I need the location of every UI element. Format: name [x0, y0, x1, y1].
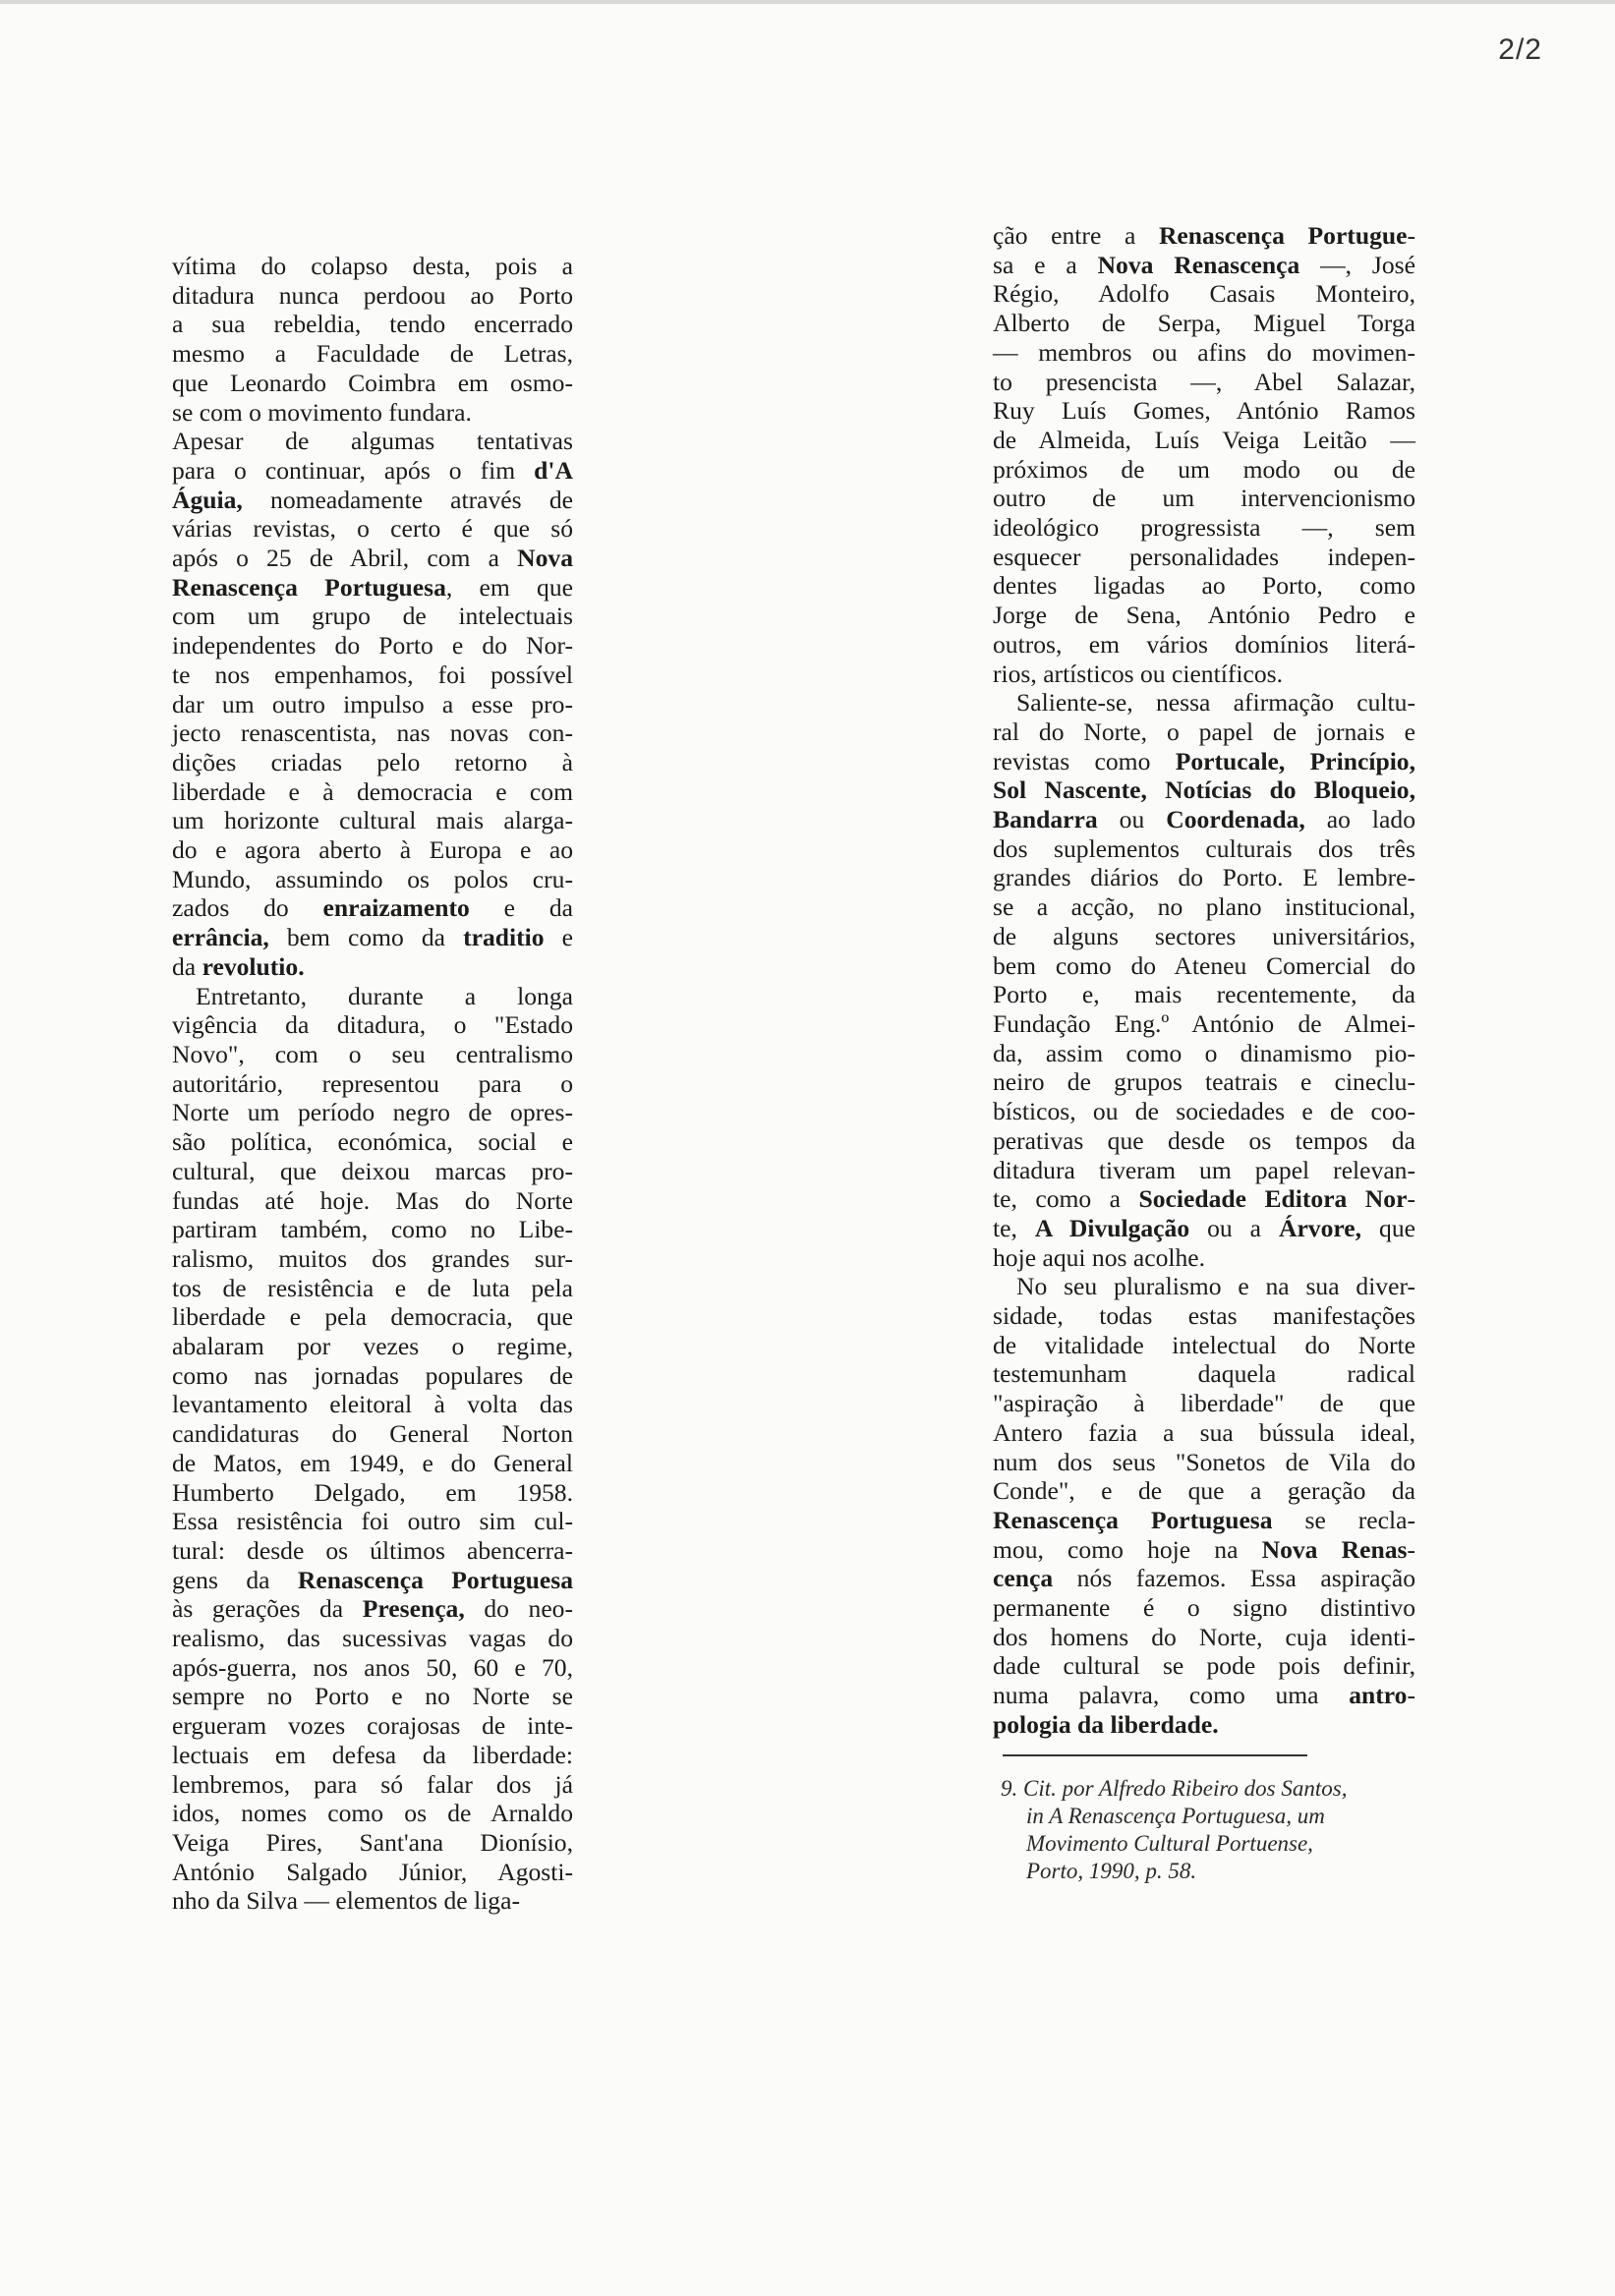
text-line: — membros ou afins do movimen- [993, 337, 1415, 367]
text-line: ralismo, muitos dos grandes sur- [172, 1243, 573, 1273]
text-line: Antero fazia a sua bússula ideal, [993, 1417, 1415, 1447]
text-line: outro de um intervencionismo [993, 484, 1415, 513]
text-line: Sol Nascente, Notícias do Bloqueio, [993, 775, 1415, 805]
text-line: gens da Renascença Portuguesa [172, 1565, 573, 1594]
right-text-column [993, 221, 1415, 1740]
text-line: vítima do colapso desta, pois a [172, 252, 573, 280]
text-line: liberdade e à democracia e com [172, 776, 573, 806]
text-line: Apesar de algumas tentativas [172, 427, 573, 456]
text-line: Renascença Portuguesa, em que [172, 572, 573, 602]
text-line: idos, nomes como os de Arnaldo [172, 1799, 573, 1828]
text-line: perativas que desde os tempos da [993, 1125, 1415, 1155]
text-line: várias revistas, o certo é que só [172, 514, 573, 544]
text-line: António Salgado Júnior, Agosti- [172, 1857, 573, 1886]
text-line: Porto e, mais recentemente, da [993, 980, 1415, 1009]
text-line: ditadura nunca perdoou ao Porto [172, 280, 573, 310]
text-line: sidade, todas estas manifestações [993, 1301, 1415, 1331]
text-line: dos suplementos culturais dos três [993, 833, 1415, 863]
text-line: partiram também, como no Libe- [172, 1215, 573, 1244]
text-line: Novo", com o seu centralismo [172, 1039, 573, 1068]
page-top-edge [0, 0, 1615, 4]
left-text-column [172, 252, 573, 1916]
text-line: Veiga Pires, Sant'ana Dionísio, [172, 1827, 573, 1857]
page-number: 2/2 [1498, 33, 1542, 66]
text-line: Entretanto, durante a longa [196, 981, 573, 1010]
text-line: permanente é o signo distintivo [993, 1593, 1415, 1623]
text-line: para o continuar, após o fim d'A [172, 455, 573, 485]
text-line: do e agora aberto à Europa e ao [172, 835, 573, 865]
text-line: realismo, das sucessivas vagas do [172, 1624, 573, 1653]
text-line: Essa resistência foi outro sim cul- [172, 1507, 573, 1536]
text-line: errância, bem como da traditio e [172, 923, 573, 952]
text-line: dade cultural se pode pois definir, [993, 1651, 1415, 1681]
text-line: tural: desde os últimos abencerra- [172, 1535, 573, 1565]
text-line: mesmo a Faculdade de Letras, [172, 339, 573, 369]
text-line: Águia, nomeadamente através de [172, 485, 573, 514]
text-line: com um grupo de intelectuais [172, 602, 573, 631]
text-line: te, como a Sociedade Editora Nor- [993, 1184, 1415, 1214]
text-line: bísticos, ou de sociedades e de coo- [993, 1097, 1415, 1126]
text-line: te nos empenhamos, foi possível [172, 660, 573, 689]
text-line: Saliente-se, nessa afirmação cultu- [1016, 688, 1415, 718]
text-line: candidaturas do General Norton [172, 1419, 573, 1449]
text-line: Mundo, assumindo os polos cru- [172, 864, 573, 893]
text-line: "aspiração à liberdade" de que [993, 1389, 1415, 1418]
text-line: se com o movimento fundara. [172, 397, 472, 427]
text-line: bem como do Ateneu Comercial do [993, 950, 1415, 980]
text-line: de alguns sectores universitários, [993, 921, 1415, 950]
text-line: de vitalidade intelectual do Norte [993, 1330, 1415, 1359]
footnote [1001, 1775, 1431, 1885]
text-line: revistas como Portucale, Princípio, [993, 746, 1415, 775]
footnote-rule [1003, 1754, 1307, 1756]
text-line: Fundação Eng.º António de Almei- [993, 1008, 1415, 1038]
text-line: mou, como hoje na Nova Renas- [993, 1534, 1416, 1564]
text-line: Conde", e de que a geração da [993, 1476, 1415, 1506]
text-line: cultural, que deixou marcas pro- [172, 1156, 573, 1185]
text-line: ditadura tiveram um papel relevan- [993, 1155, 1415, 1184]
text-line: Régio, Adolfo Casais Monteiro, [993, 279, 1415, 309]
footnote-line: in A Renascença Portuguesa, um [1026, 1804, 1325, 1828]
text-line: outros, em vários domínios literá- [993, 629, 1415, 659]
text-line: são política, económica, social e [172, 1127, 573, 1157]
text-line: ideológico progressista —, sem [993, 513, 1415, 543]
text-line: Ruy Luís Gomes, António Ramos [993, 396, 1415, 426]
text-line: após-guerra, nos anos 50, 60 e 70, [172, 1652, 573, 1682]
text-line: da, assim como o dinamismo pio- [993, 1038, 1415, 1067]
text-line: um horizonte cultural mais alarga- [172, 806, 573, 835]
text-line: da revolutio. [172, 951, 305, 981]
text-line: jecto renascentista, nas novas con- [172, 718, 573, 748]
text-line: lembremos, para só falar dos já [172, 1769, 573, 1799]
text-line: vigência da ditadura, o "Estado [172, 1010, 573, 1040]
text-line: próximos de um modo ou de [993, 454, 1415, 484]
text-line: abalaram por vezes o regime, [172, 1332, 573, 1361]
text-line: de Almeida, Luís Veiga Leitão — [993, 425, 1415, 454]
text-line: liberdade e pela democracia, que [172, 1302, 573, 1332]
text-line: como nas jornadas populares de [172, 1360, 573, 1390]
text-line: to presencista —, Abel Salazar, [993, 367, 1415, 396]
text-line: hoje aqui nos acolhe. [993, 1242, 1206, 1272]
text-line: te, A Divulgação ou a Árvore, que [993, 1213, 1415, 1242]
text-line: se a acção, no plano institucional, [993, 892, 1415, 922]
text-line: dos homens do Norte, cuja identi- [993, 1622, 1415, 1651]
footnote-line: Movimento Cultural Portuense, [1026, 1831, 1313, 1856]
text-line: de Matos, em 1949, e do General [172, 1448, 573, 1477]
text-line: a sua rebeldia, tendo encerrado [172, 310, 573, 339]
text-line: Bandarra ou Coordenada, ao lado [993, 805, 1415, 834]
text-line: rios, artísticos ou científicos. [993, 659, 1283, 688]
text-line: ergueram vozes corajosas de inte- [172, 1711, 573, 1741]
text-line: fundas até hoje. Mas do Norte [172, 1185, 573, 1215]
text-line: tos de resistência e de luta pela [172, 1273, 573, 1302]
text-line: lectuais em defesa da liberdade: [172, 1740, 573, 1769]
text-line: levantamento eleitoral à volta das [172, 1390, 573, 1419]
text-line: Renascença Portuguesa se recla- [993, 1505, 1415, 1534]
text-line: que Leonardo Coimbra em osmo- [172, 368, 573, 397]
text-line: Jorge de Sena, António Pedro e [993, 601, 1415, 630]
text-line: dições criadas pelo retorno à [172, 747, 573, 776]
text-line: Norte um período negro de opres- [172, 1098, 573, 1127]
text-line: neiro de grupos teatrais e cineclu- [993, 1067, 1415, 1097]
text-line: num dos seus "Sonetos de Vila do [993, 1447, 1415, 1476]
footnote-line: 9. Cit. por Alfredo Ribeiro dos Santos, [1001, 1776, 1348, 1801]
text-line: No seu pluralismo e na sua diver- [1016, 1272, 1415, 1301]
text-line: nho da Silva — elementos de liga- [172, 1886, 520, 1916]
text-line: sempre no Porto e no Norte se [172, 1682, 573, 1711]
text-line: testemunham daquela radical [993, 1359, 1415, 1389]
text-line: zados do enraizamento e da [172, 893, 573, 923]
text-line: às gerações da Presença, do neo- [172, 1594, 573, 1624]
text-line: grandes diários do Porto. E lembre- [993, 863, 1415, 892]
text-line: autoritário, representou para o [172, 1068, 573, 1098]
text-line: dar um outro impulso a esse pro- [172, 689, 573, 718]
text-line: ção entre a Renascença Portugue- [993, 221, 1415, 250]
text-line: sa e a Nova Renascença —, José [993, 250, 1416, 279]
text-line: após o 25 de Abril, com a Nova [172, 544, 573, 573]
text-line: Humberto Delgado, em 1958. [172, 1477, 573, 1507]
text-line: esquecer personalidades indepen- [993, 542, 1415, 571]
footnote-line: Porto, 1990, p. 58. [1026, 1859, 1197, 1883]
text-line: pologia da liberdade. [993, 1709, 1219, 1739]
text-line: dentes ligadas ao Porto, como [993, 571, 1415, 601]
text-line: cença nós fazemos. Essa aspiração [993, 1564, 1415, 1593]
text-line: Alberto de Serpa, Miguel Torga [993, 309, 1415, 338]
text-line: ral do Norte, o papel de jornais e [993, 717, 1415, 746]
text-line: independentes do Porto e do Nor- [172, 631, 573, 660]
text-line: numa palavra, como uma antro- [993, 1681, 1415, 1710]
